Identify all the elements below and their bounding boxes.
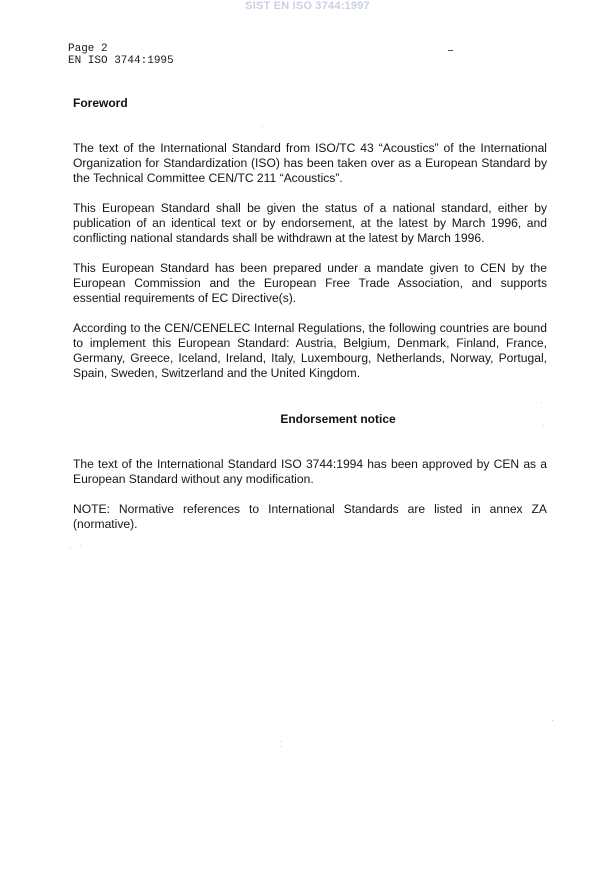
scan-speck [280,741,281,742]
scan-speck [543,425,544,426]
scan-speck [552,720,553,721]
scan-speck [280,746,281,747]
foreword-paragraph-1: The text of the International Standard from ISO/TC 43 “Acoustics” of the International Organization for Standardization (ISO) has been taken over as a European Standard by the Technical Committee CEN/TC 211 “Acoustics”. [73,141,547,185]
scan-speck [70,548,71,549]
foreword-paragraph-2: This European Standard shall be given the status of a national standard, either by publication of an identical text or by endorsement, at the latest by March 1996, and conflicting national standards shall be withdrawn at the latest by March 1996. [73,201,547,245]
scan-speck [80,545,81,546]
foreword-heading: Foreword [73,96,128,110]
scan-mark [448,50,453,51]
foreword-paragraph-3: This European Standard has been prepared under a mandate given to CEN by the European Commission and the European Free Trade Association, and supports essential requirements of EC Directive(s). [73,261,547,305]
scan-speck [541,402,542,403]
page-header [68,43,174,67]
scan-speck [262,126,263,127]
foreword-paragraph-4: According to the CEN/CENELEC Internal Regulations, the following countries are bound to implement this European Standard: Austria, Belgium, Denmark, Finland, France, Germany, Greece, Iceland, Ireland, Italy, Luxembourg, Netherlands, Norway, Portugal, Spain, Sweden, Switzerland and the United Kingdom. [73,321,547,380]
endorsement-note: NOTE: Normative references to International Standards are listed in annex ZA (normative). [73,502,547,531]
watermark-title: SIST EN ISO 3744:1997 [245,0,370,12]
endorsement-paragraph-1: The text of the International Standard ISO 3744:1994 has been approved by CEN as a European Standard without any modification. [73,457,547,486]
endorsement-heading: Endorsement notice [280,412,396,426]
standard-reference: EN ISO 3744:1995 [68,55,174,67]
page-number: Page 2 [68,43,108,55]
